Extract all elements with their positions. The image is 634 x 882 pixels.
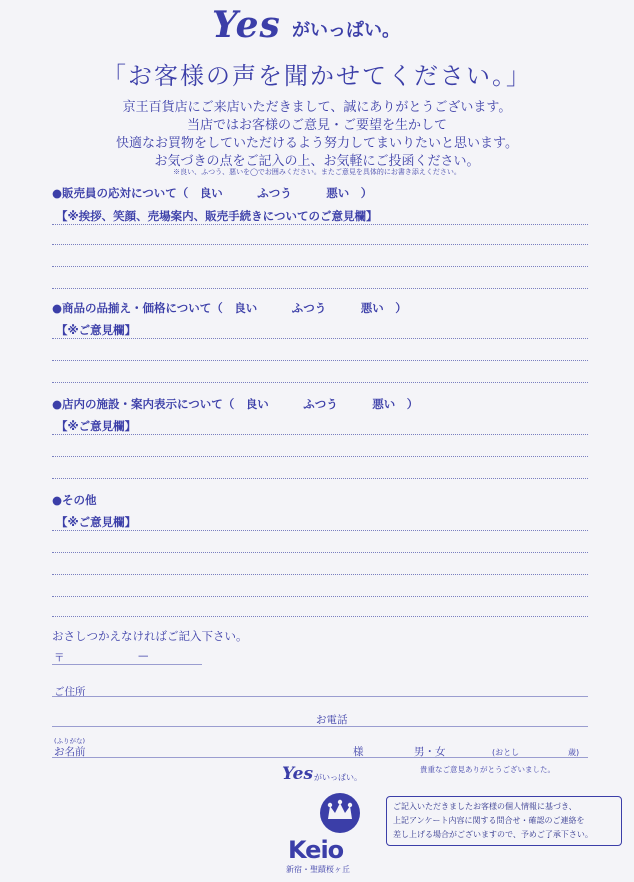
section-other-subheading: 【※ご意見欄】 bbox=[56, 515, 137, 529]
yes-logo-tagline: がいっぱい。 bbox=[292, 20, 400, 41]
comment-line[interactable] bbox=[52, 478, 588, 479]
comment-line[interactable] bbox=[52, 360, 588, 361]
comment-line[interactable] bbox=[52, 434, 588, 435]
footer-yes-logo: Yes bbox=[282, 764, 314, 784]
intro-line: 京王百貨店にご来店いただきまして、誠にありがとうございます。 bbox=[122, 100, 512, 115]
comment-line[interactable] bbox=[52, 382, 588, 383]
name-label: お名前 bbox=[54, 746, 86, 758]
keio-brand: Keio bbox=[288, 836, 344, 864]
gender-choice[interactable]: 男・女 bbox=[414, 746, 446, 758]
comment-line[interactable] bbox=[52, 338, 588, 339]
section-staff-heading: ●販売員の応対について（ 良い ふつう 悪い ） bbox=[52, 186, 373, 200]
section-facilities-subheading: 【※ご意見欄】 bbox=[56, 419, 137, 433]
yes-logo: Yes bbox=[212, 4, 281, 46]
comment-line[interactable] bbox=[52, 266, 588, 267]
comment-line[interactable] bbox=[52, 596, 588, 597]
intro-note: ※良い、ふつう、悪いを◯でお囲みください。またご意見を具体的にお書き添えください。 bbox=[173, 168, 461, 176]
privacy-notice-line: ご記入いただきましたお客様の個人情報に基づき、 bbox=[393, 802, 577, 811]
name-field[interactable] bbox=[52, 757, 588, 758]
intro-line: 当店ではお客様のご意見・ご要望を生かして bbox=[186, 118, 447, 133]
section-products-heading: ●商品の品揃え・価格について（ 良い ふつう 悪い ） bbox=[52, 301, 407, 315]
postal-dash: — bbox=[138, 650, 149, 662]
intro-line: 快適なお買物をしていただけるよう努力してまいりたいと思います。 bbox=[116, 136, 518, 151]
keio-crown-icon bbox=[319, 792, 361, 838]
honorific-sama: 様 bbox=[353, 746, 364, 758]
footer-yes-tagline: がいっぱい。 bbox=[314, 773, 362, 782]
comment-line[interactable] bbox=[52, 244, 588, 245]
section-facilities-heading: ●店内の施設・案内表示について（ 良い ふつう 悪い ） bbox=[52, 397, 419, 411]
postal-mark: 〒 bbox=[54, 652, 65, 664]
age-close: 歳) bbox=[568, 748, 580, 757]
section-staff-subheading: 【※挨拶、笑顔、売場案内、販売手続きについてのご意見欄】 bbox=[56, 209, 378, 223]
furigana-label: (ふりがな) bbox=[54, 737, 86, 745]
privacy-notice-line: 差し上げる場合がございますので、予めご了承下さい。 bbox=[393, 830, 593, 839]
section-products-subheading: 【※ご意見欄】 bbox=[56, 323, 137, 337]
phone-field[interactable] bbox=[52, 726, 588, 727]
comment-line[interactable] bbox=[52, 574, 588, 575]
intro-line: お気づきの点をご記入の上、お気軽にご投函ください。 bbox=[154, 154, 480, 169]
comment-line[interactable] bbox=[52, 616, 588, 617]
phone-label: お電話 bbox=[316, 714, 348, 726]
comment-line[interactable] bbox=[52, 456, 588, 457]
personal-info-prompt: おさしつかえなければご記入下さい。 bbox=[52, 629, 248, 643]
comment-line[interactable] bbox=[52, 552, 588, 553]
postal-code-field[interactable] bbox=[52, 664, 202, 665]
address-label: ご住所 bbox=[54, 686, 86, 698]
address-field[interactable] bbox=[52, 696, 588, 697]
comment-line[interactable] bbox=[52, 530, 588, 531]
store-name: 新宿・聖蹟桜ヶ丘 bbox=[286, 865, 350, 874]
thanks-text: 貴重なご意見ありがとうございました。 bbox=[420, 765, 555, 774]
privacy-notice-line: 上記アンケート内容に関する問合せ・確認のご連絡を bbox=[393, 816, 585, 825]
privacy-notice bbox=[386, 796, 622, 846]
section-other-heading: ●その他 bbox=[52, 493, 97, 507]
page-title: 「お客様の声を聞かせてください。」 bbox=[102, 62, 532, 90]
age-open: (おとし bbox=[492, 748, 520, 757]
comment-line[interactable] bbox=[52, 288, 588, 289]
comment-line[interactable] bbox=[52, 224, 588, 225]
